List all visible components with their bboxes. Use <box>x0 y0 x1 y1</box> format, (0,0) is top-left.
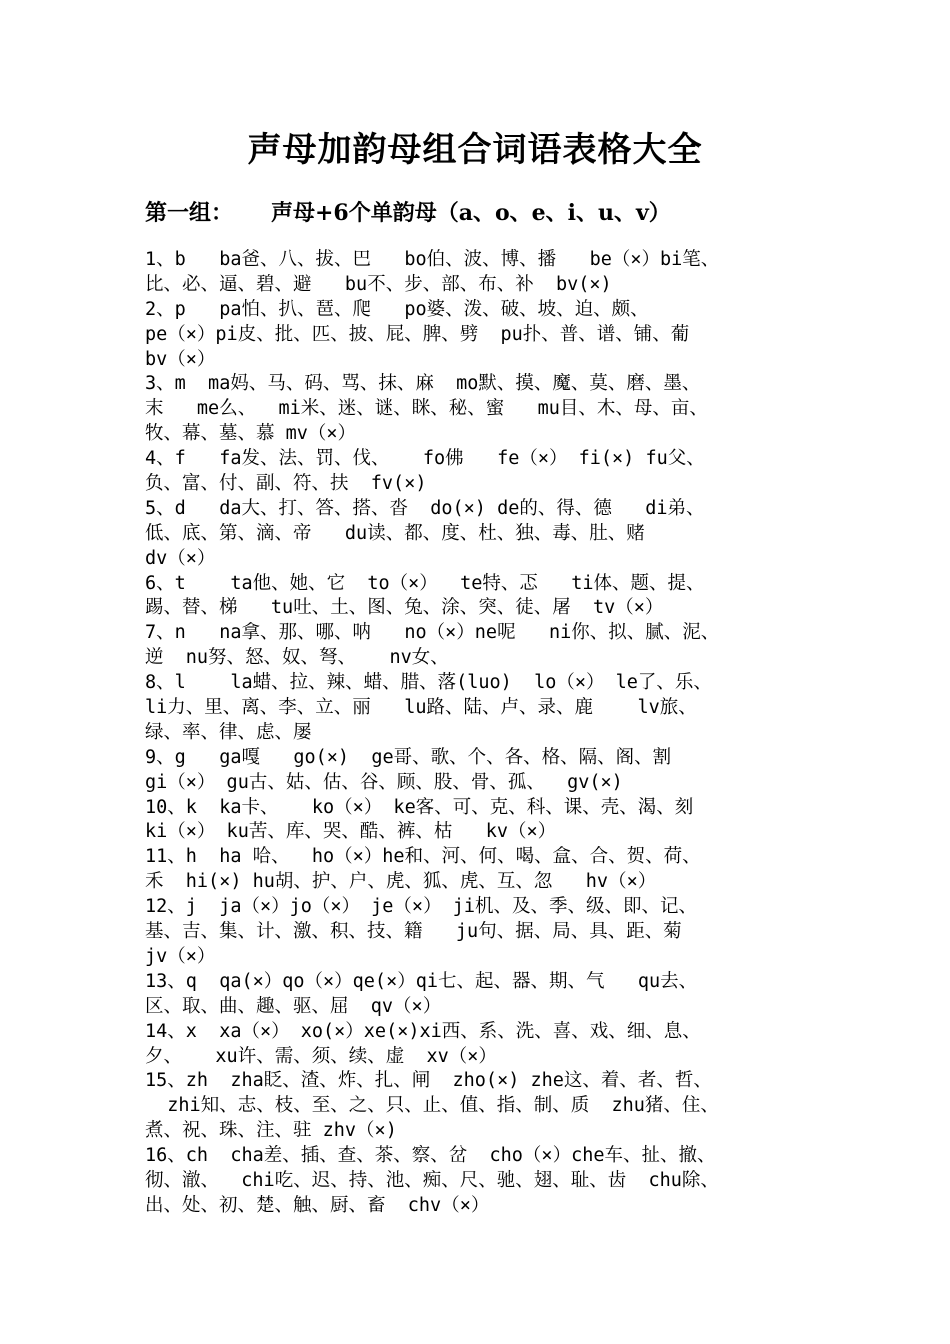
text-line: 1、b ba爸、八、拔、巴 bo伯、波、博、播 be（×）bi笔、 <box>145 249 720 270</box>
text-line: 4、f fa发、法、罚、伐、 fo佛 fe（×） fi(×) fu父、 <box>145 448 705 470</box>
text-line: 3、m ma妈、马、码、骂、抹、麻 mo默、摸、魔、莫、磨、墨、 <box>145 373 701 395</box>
text-line: 煮、祝、珠、注、驻 zhv（×) <box>145 1120 397 1142</box>
text-line: 11、h ha 哈、 ho（×）he和、河、何、喝、盒、合、贺、荷、 <box>145 846 701 868</box>
text-line: 10、k ka卡、 ko（×） ke客、可、克、科、课、壳、渴、刻 <box>145 796 694 818</box>
text-line: zhi知、志、枝、至、之、只、止、值、指、制、质 zhu猪、住、 <box>145 1095 719 1117</box>
text-line: 绿、率、律、虑、屡 <box>145 721 312 743</box>
text-line: 16、ch cha差、插、查、茶、察、岔 cho（×）che车、扯、撤、 <box>145 1145 716 1167</box>
text-line: 6、t ta他、她、它 to（×） te特、忑 ti体、题、提、 <box>145 572 705 594</box>
text-line: 禾 hi(×) hu胡、护、户、虎、狐、虎、互、忽 hv（×） <box>145 871 657 893</box>
text-line: 2、p pa怕、扒、琶、爬 po婆、泼、破、坡、迫、颇、 <box>145 298 649 320</box>
text-line: jv（×） <box>145 945 216 967</box>
syllable-list <box>145 248 835 1219</box>
text-line: 低、底、第、滴、帝 du读、都、度、杜、独、毒、肚、赌 <box>145 522 645 544</box>
text-line: 比、必、逼、碧、避 bu不、步、部、布、补 bv(×) <box>145 273 612 295</box>
text-line: 5、d da大、打、答、搭、沓 do(×) de的、得、德 di弟、 <box>145 497 705 519</box>
text-line: dv（×） <box>145 547 216 569</box>
section-group-label: 第一组： <box>145 200 234 226</box>
text-line: 末 me么、 mi米、迷、谜、眯、秘、蜜 mu目、木、母、亩、 <box>145 398 708 420</box>
text-line: 区、取、曲、趣、驱、屈 qv（×） <box>145 995 442 1017</box>
document-title: 声母加韵母组合词语表格大全 <box>247 130 703 170</box>
text-line: 出、处、初、楚、触、厨、畜 chv（×） <box>145 1194 490 1216</box>
text-line: 9、g ga嘎 go(×) ge哥、歌、个、各、格、隔、阁、割 <box>145 746 672 768</box>
text-line: 13、q qa(×）qo（×）qe(×）qi七、起、器、期、气 qu去、 <box>145 970 698 992</box>
section-heading-text: 声母+6个单韵母（a、o、e、i、u、v） <box>271 200 671 226</box>
text-line: 夕、 xu许、需、须、续、虚 xv（×） <box>145 1045 497 1067</box>
text-line: 牧、幕、墓、慕 mv（×） <box>145 423 357 445</box>
text-line: 逆 nu努、怒、奴、弩、 nv女、 <box>145 647 449 669</box>
text-line: ki（×） ku苦、库、哭、酷、裤、枯 kv（×） <box>145 821 557 843</box>
section-heading <box>145 198 845 228</box>
text-line: 负、富、付、副、符、扶 fv(×) <box>145 473 427 495</box>
text-line: 7、n na拿、那、哪、呐 no（×）ne呢 ni你、拟、腻、泥、 <box>145 622 720 644</box>
text-line: bv（×） <box>145 348 216 370</box>
text-line: 14、x xa（×） xo(×）xe(×)xi西、系、洗、喜、戏、细、息、 <box>145 1020 701 1042</box>
text-line: pe（×）pi皮、批、匹、披、屁、脾、劈 pu扑、普、谱、铺、葡 <box>145 323 690 345</box>
text-line: li力、里、离、李、立、丽 lu路、陆、卢、录、鹿 lv旅、 <box>145 697 697 719</box>
text-line: 8、l la蜡、拉、辣、蜡、腊、落(luo) lo（×） le了、乐、 <box>145 672 712 694</box>
text-line: 彻、澈、 chi吃、迟、持、池、痴、尺、驰、翅、耻、齿 chu除、 <box>145 1169 719 1191</box>
text-line: 15、zh zha眨、渣、炸、扎、闸 zho(×) zhe这、着、者、哲、 <box>145 1070 712 1092</box>
text-line: 12、j ja（×）jo（×） je（×） ji机、及、季、级、即、记、 <box>145 896 697 918</box>
text-line: 踢、替、梯 tu吐、土、图、兔、涂、突、徒、屠 tv（×） <box>145 597 664 619</box>
text-line: 基、吉、集、计、激、积、技、籍 ju句、据、局、具、距、菊 <box>145 921 682 943</box>
text-line: gi（×） gu古、姑、估、谷、顾、股、骨、孤、 gv(×) <box>145 771 623 793</box>
